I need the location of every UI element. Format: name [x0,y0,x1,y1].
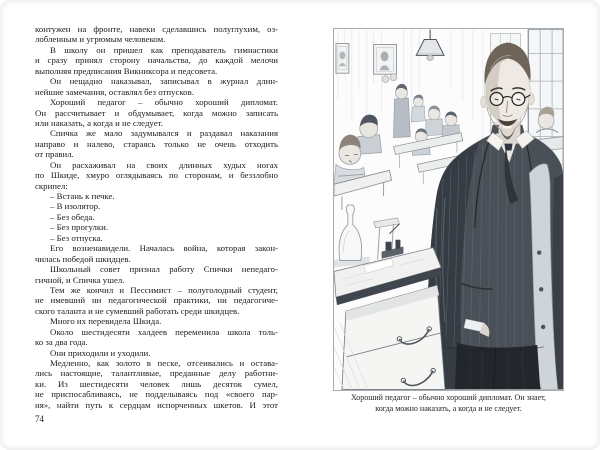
classroom-illustration [334,29,563,390]
text-line: ского таланта и не сумевший работать среди шкидцев. [35,305,240,316]
text-line: – Без обеда. [50,211,95,222]
text-line: Школьный совет признал работу Спички непедаго- [50,264,278,275]
illustration-frame [333,28,564,391]
text-line: Он рассчитывает и обдумывает, когда можно записать [35,107,278,118]
text-line: ки. Из шестидесяти человек лишь десяток сумел, [35,378,278,389]
text-line: ня», найти путь к сердцам испорченных шкетов. И этот [35,399,278,410]
text-line: от правил. [35,149,74,160]
text-line: выполняя предписания Викниксора и педсовета. [35,65,218,76]
text-line: нейшие замечания, оставлял без отпусков. [35,86,194,97]
wall-picture-small [336,43,349,73]
text-line: лись настоящие, талантливые, преданные делу работни- [35,368,278,379]
wall-picture-large [374,44,397,74]
text-line: или наказать, а когда и не следует. [35,117,163,128]
text-line: контужен на фронте, навеки сделавшись полуглухим, оз- [35,24,278,34]
text-line: ко за два года. [35,337,88,348]
text-line: Много их перевидела Шкида. [50,316,162,327]
text-line: скрипел: [35,180,68,191]
text-line: – Без отпуска. [50,232,103,243]
text-line: направо и налево, стараясь только не очень отходить [35,138,278,149]
text-line: Спичка же мало задумывался и раздавал наказания [50,128,278,139]
text-line: чилась победой шкидцев. [35,253,131,264]
text-line: и сразу принял сторону начальства, до каждой мелочи [35,55,278,66]
text-line: – Без прогулки. [50,222,109,233]
text-line: не имевший ни педагогической практики, ни педагогиче- [35,295,278,306]
text-line: не приспосабливаясь, не подделываясь под «своего пар- [35,389,278,400]
text-line: Около шестидесяти халдеев переменила школа толь- [50,326,278,337]
text-line: Тем же кончил и Пессимист – полуголодный студент, [50,284,278,295]
text-line: В школу он пришел как преподаватель гимнастики [50,44,278,55]
text-line: Хороший педагог – обычно хороший дипломат. [50,97,278,108]
text-line: гичной, и Спичка ушел. [35,274,125,285]
caption-line-1: Хороший педагог – обычно хороший дипломат. Он знает, [350,393,547,402]
text-line: Его возненавидели. Началась война, которая закон- [50,243,278,254]
illustration-caption [333,393,564,414]
text-line: – В изолятор. [50,201,101,212]
caption-line-2: когда можно наказать, а когда и не следует. [375,403,522,413]
text-line: Медленно, как золото в песке, отсеивались и остава- [50,358,278,368]
page-number: 74 [35,414,44,424]
text-line: – Встань к печке. [50,191,115,201]
text-line: Он расхаживал на своих длинных худых ногах [50,159,278,170]
text-block [35,24,278,410]
text-line: Они приходили и уходили. [50,347,151,358]
text-line: лобленным и угрюмым человеком. [35,34,166,45]
text-line: по Шкиде, хмуро оглядываясь по сторонам, и беззлобно [35,170,278,181]
text-line: Он нещадно наказывал, записывал в журнал длин- [50,76,278,87]
